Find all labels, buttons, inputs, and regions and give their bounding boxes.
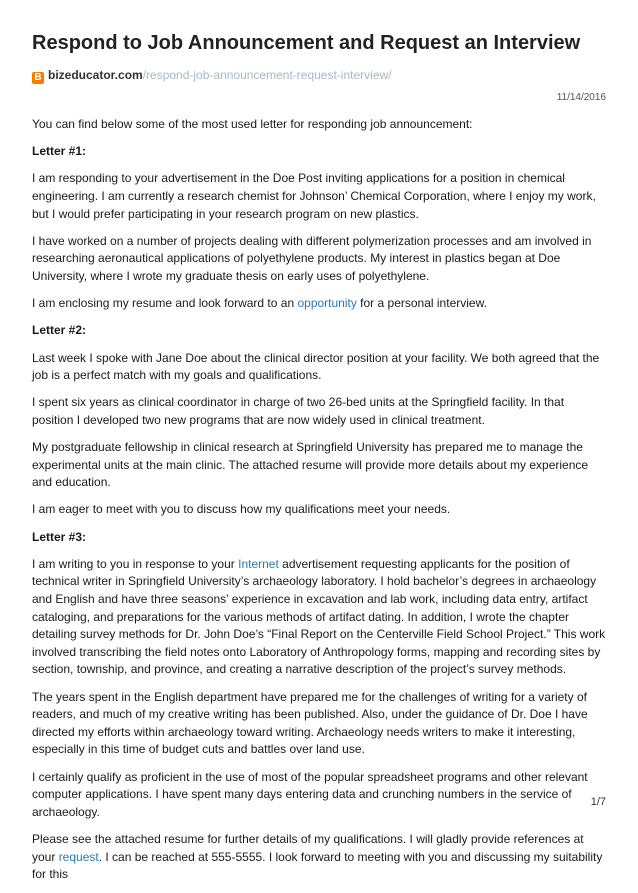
letter-1-paragraph-3 [32, 295, 606, 313]
letter-1-heading: Letter #1: [32, 144, 87, 159]
letter-2-paragraph-2: I spent six years as clinical coordinator in charge of two 26-bed units at the Springfield facility. In that position I developed two new programs that are now widely used in clinical treatment. [32, 395, 565, 427]
letter-3-paragraph-3: I certainly qualify as proficient in the use of most of the popular spreadsheet programs and other relevant computer applications. I have spent many days entering data and crunching numbers in the service of archaeology. [32, 769, 588, 819]
opportunity-link[interactable]: opportunity [297, 296, 357, 311]
letter-1-paragraph-1: I am responding to your advertisement in the Doe Post inviting applications for a position in chemical engineering. I am currently a research chemist for Johnson’ Chemical Corporation, where I enjoy my work, but I would prefer participating in your research program on new plastics. [32, 171, 596, 221]
letter-3-paragraph-2: The years spent in the English department have prepared me for the challenges of writing for a variety of readers, and much of my creative writing has been published. Also, under the guidance of Dr. Doe I have directed my efforts within archaeology toward writing. Archaeology needs writers to make it interesting, especially in this time of budget cuts and battles over land use. [32, 689, 588, 757]
letter-2-paragraph-1: Last week I spoke with Jane Doe about the clinical director position at your facility. We both agreed that the job is a perfect match with my goals and qualifications. [32, 350, 600, 383]
internet-link[interactable]: Internet [238, 556, 279, 571]
publish-date: 11/14/2016 [556, 92, 606, 103]
text-segment: I am writing to you in response to your [32, 556, 239, 571]
text-segment: Please see the attached resume for further details of my qualifications. I will gladly provide references at your [32, 831, 584, 864]
intro-paragraph: You can find below some of the most used letter for responding job announcement: [32, 117, 473, 131]
blogger-icon: B [32, 72, 44, 84]
text-segment: I am enclosing my resume and look forward to an [32, 296, 298, 311]
letter-2-paragraph-3: My postgraduate fellowship in clinical research at Springfield University has prepared me to manage the experimental units at the main clinic. The attached resume will provide more details about my experience and education. [32, 440, 589, 490]
letter-2-paragraph-4: I am eager to meet with you to discuss how my qualifications meet your needs. [32, 502, 451, 517]
letter-1-paragraph-2: I have worked on a number of projects dealing with different polymerization processes and am involved in researching aeronautical applications of polyethylene products. My interest in plastics began at Doe University, where I wrote my graduate thesis on early uses of polyethylene. [32, 233, 592, 283]
request-link[interactable]: request [58, 849, 99, 864]
letter-3-paragraph-4 [32, 831, 606, 884]
text-segment: . I can be reached at 555-5555. I look forward to meeting with you and discussing my suitability for this [32, 849, 603, 882]
letter-2-heading: Letter #2: [32, 323, 87, 338]
article-body [32, 116, 606, 893]
source-domain-link[interactable]: bizeducator.com [48, 68, 143, 82]
page-title: Respond to Job Announcement and Request an Interview [32, 32, 581, 54]
page-number: 1/7 [590, 796, 606, 808]
source-line [32, 67, 392, 84]
text-segment: for a personal interview. [356, 296, 487, 311]
letter-3-paragraph-1 [32, 556, 606, 679]
source-path-link[interactable]: /respond-job-announcement-request-interview/ [142, 68, 392, 82]
text-segment: advertisement requesting applicants for the position of technical writer in Springfield University’s archaeology laboratory. I hold bachelor’s degrees in archaeology and English and have three seasons’ experience in excavation and lab work, including data entry, artifact cataloging, and preparations for the various methods of artifact dating. In addition, I wrote the chapter detailing survey methods for Dr. John Doe’s “Final Report on the Centerville Field School Project.” This work involved transcribing the field notes onto Laboratory of Anthropology forms, mapping and recording sites by section, township, and province, and creating a narrative description of the project’s survey methods. [32, 556, 606, 677]
letter-3-heading: Letter #3: [32, 529, 87, 544]
